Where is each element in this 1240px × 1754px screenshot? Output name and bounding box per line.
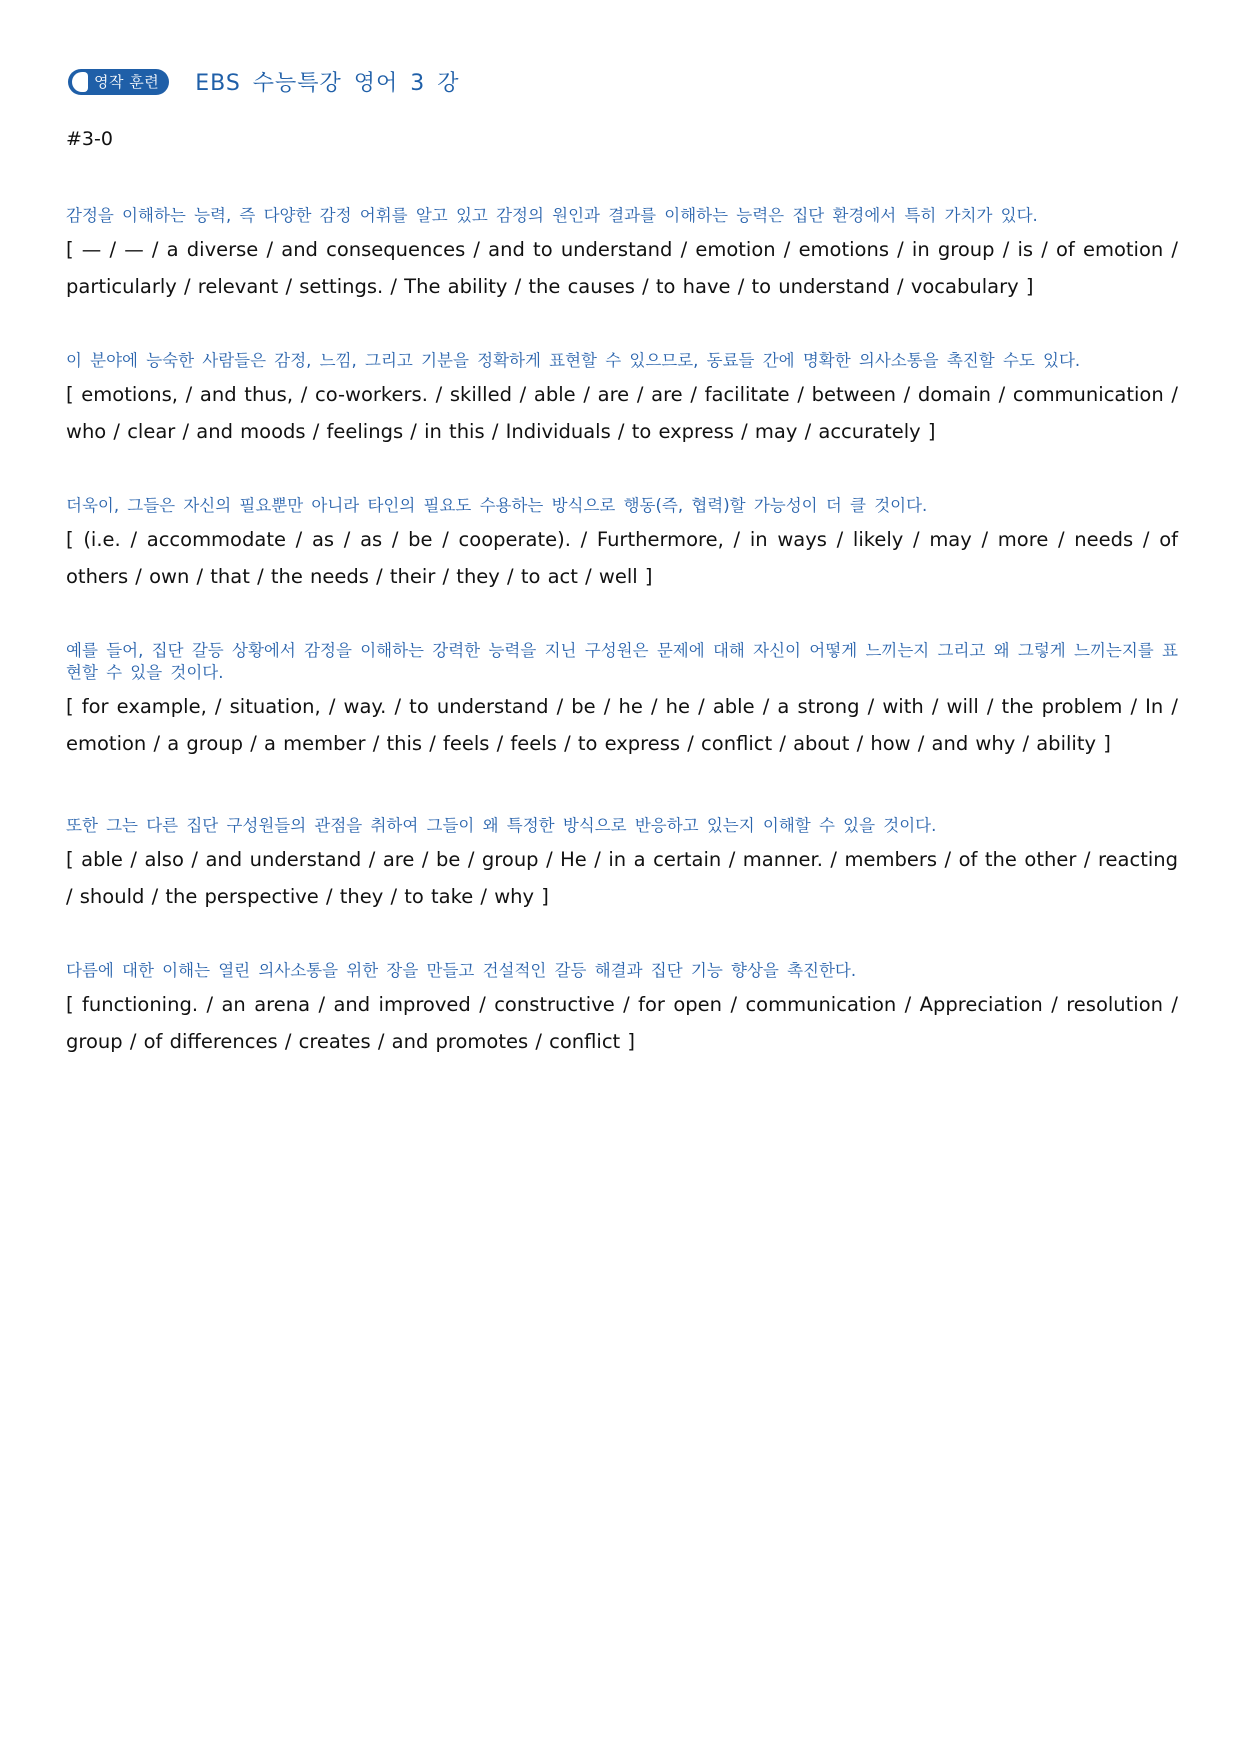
word-bank: [ able / also / and understand / are / be / group / He / in a certain / manner. / members / of the other / reacting / should / the perspective / they / to take / why ] [66,848,1178,908]
korean-sentence: 감정을 이해하는 능력, 즉 다양한 감정 어휘를 알고 있고 감정의 원인과 결과를 이해하는 능력은 집단 환경에서 특히 가치가 있다. [66,206,1038,225]
korean-sentence: 더욱이, 그들은 자신의 필요뿐만 아니라 타인의 필요도 수용하는 방식으로 행동(즉, 협력)할 가능성이 더 클 것이다. [66,496,928,515]
korean-sentence: 예를 들어, 집단 갈등 상황에서 감정을 이해하는 강력한 능력을 지닌 구성원은 문제에 대해 자신이 어떻게 느끼는지 그리고 왜 그렇게 느끼는지를 표현할 수 있을 것이다. [66,641,1178,682]
korean-sentence: 다름에 대한 이해는 열린 의사소통을 위한 장을 만들고 건설적인 갈등 해결과 집단 기능 향상을 촉진한다. [66,961,857,980]
exercise-item [66,960,1178,1060]
exercise-item [66,205,1178,305]
word-bank: [ (i.e. / accommodate / as / as / be / cooperate). / Furthermore, / in ways / likely / may / more / needs / of others / own / that / the needs / their / they / to act / well ] [66,528,1178,588]
worksheet-header [68,66,460,97]
exercise-item [66,350,1178,450]
exercise-item [66,640,1178,762]
badge-label: 영작 훈련 [94,73,160,91]
word-bank: [ — / — / a diverse / and consequences / and to understand / emotion / emotions / in group / is / of emotion / particularly / relevant / settings. / The ability / the causes / to have / to understand / vocabulary ] [66,238,1178,298]
korean-sentence: 또한 그는 다른 집단 구성원들의 관점을 취하여 그들이 왜 특정한 방식으로 반응하고 있는지 이해할 수 있을 것이다. [66,816,937,835]
section-id: #3-0 [66,128,113,150]
exercise-item [66,495,1178,595]
word-bank: [ emotions, / and thus, / co-workers. / skilled / able / are / are / facilitate / between / domain / communication / who / clear / and moods / feelings / in this / Individuals / to express / may / accurately ] [66,383,1178,443]
exercise-item [66,815,1178,915]
half-circle-icon [72,72,88,92]
word-bank: [ functioning. / an arena / and improved / constructive / for open / communication / Appreciation / resolution / group / of differences / creates / and promotes / conflict ] [66,993,1178,1053]
korean-sentence: 이 분야에 능숙한 사람들은 감정, 느낌, 그리고 기분을 정확하게 표현할 수 있으므로, 동료들 간에 명확한 의사소통을 촉진할 수도 있다. [66,351,1081,370]
worksheet-title: EBS 수능특강 영어 3 강 [195,71,460,96]
word-bank: [ for example, / situation, / way. / to understand / be / he / he / able / a strong / with / will / the problem / In / emotion / a group / a member / this / feels / feels / to express / conflict / about / how / and why / ability ] [66,695,1178,755]
exercise-badge [68,69,169,95]
